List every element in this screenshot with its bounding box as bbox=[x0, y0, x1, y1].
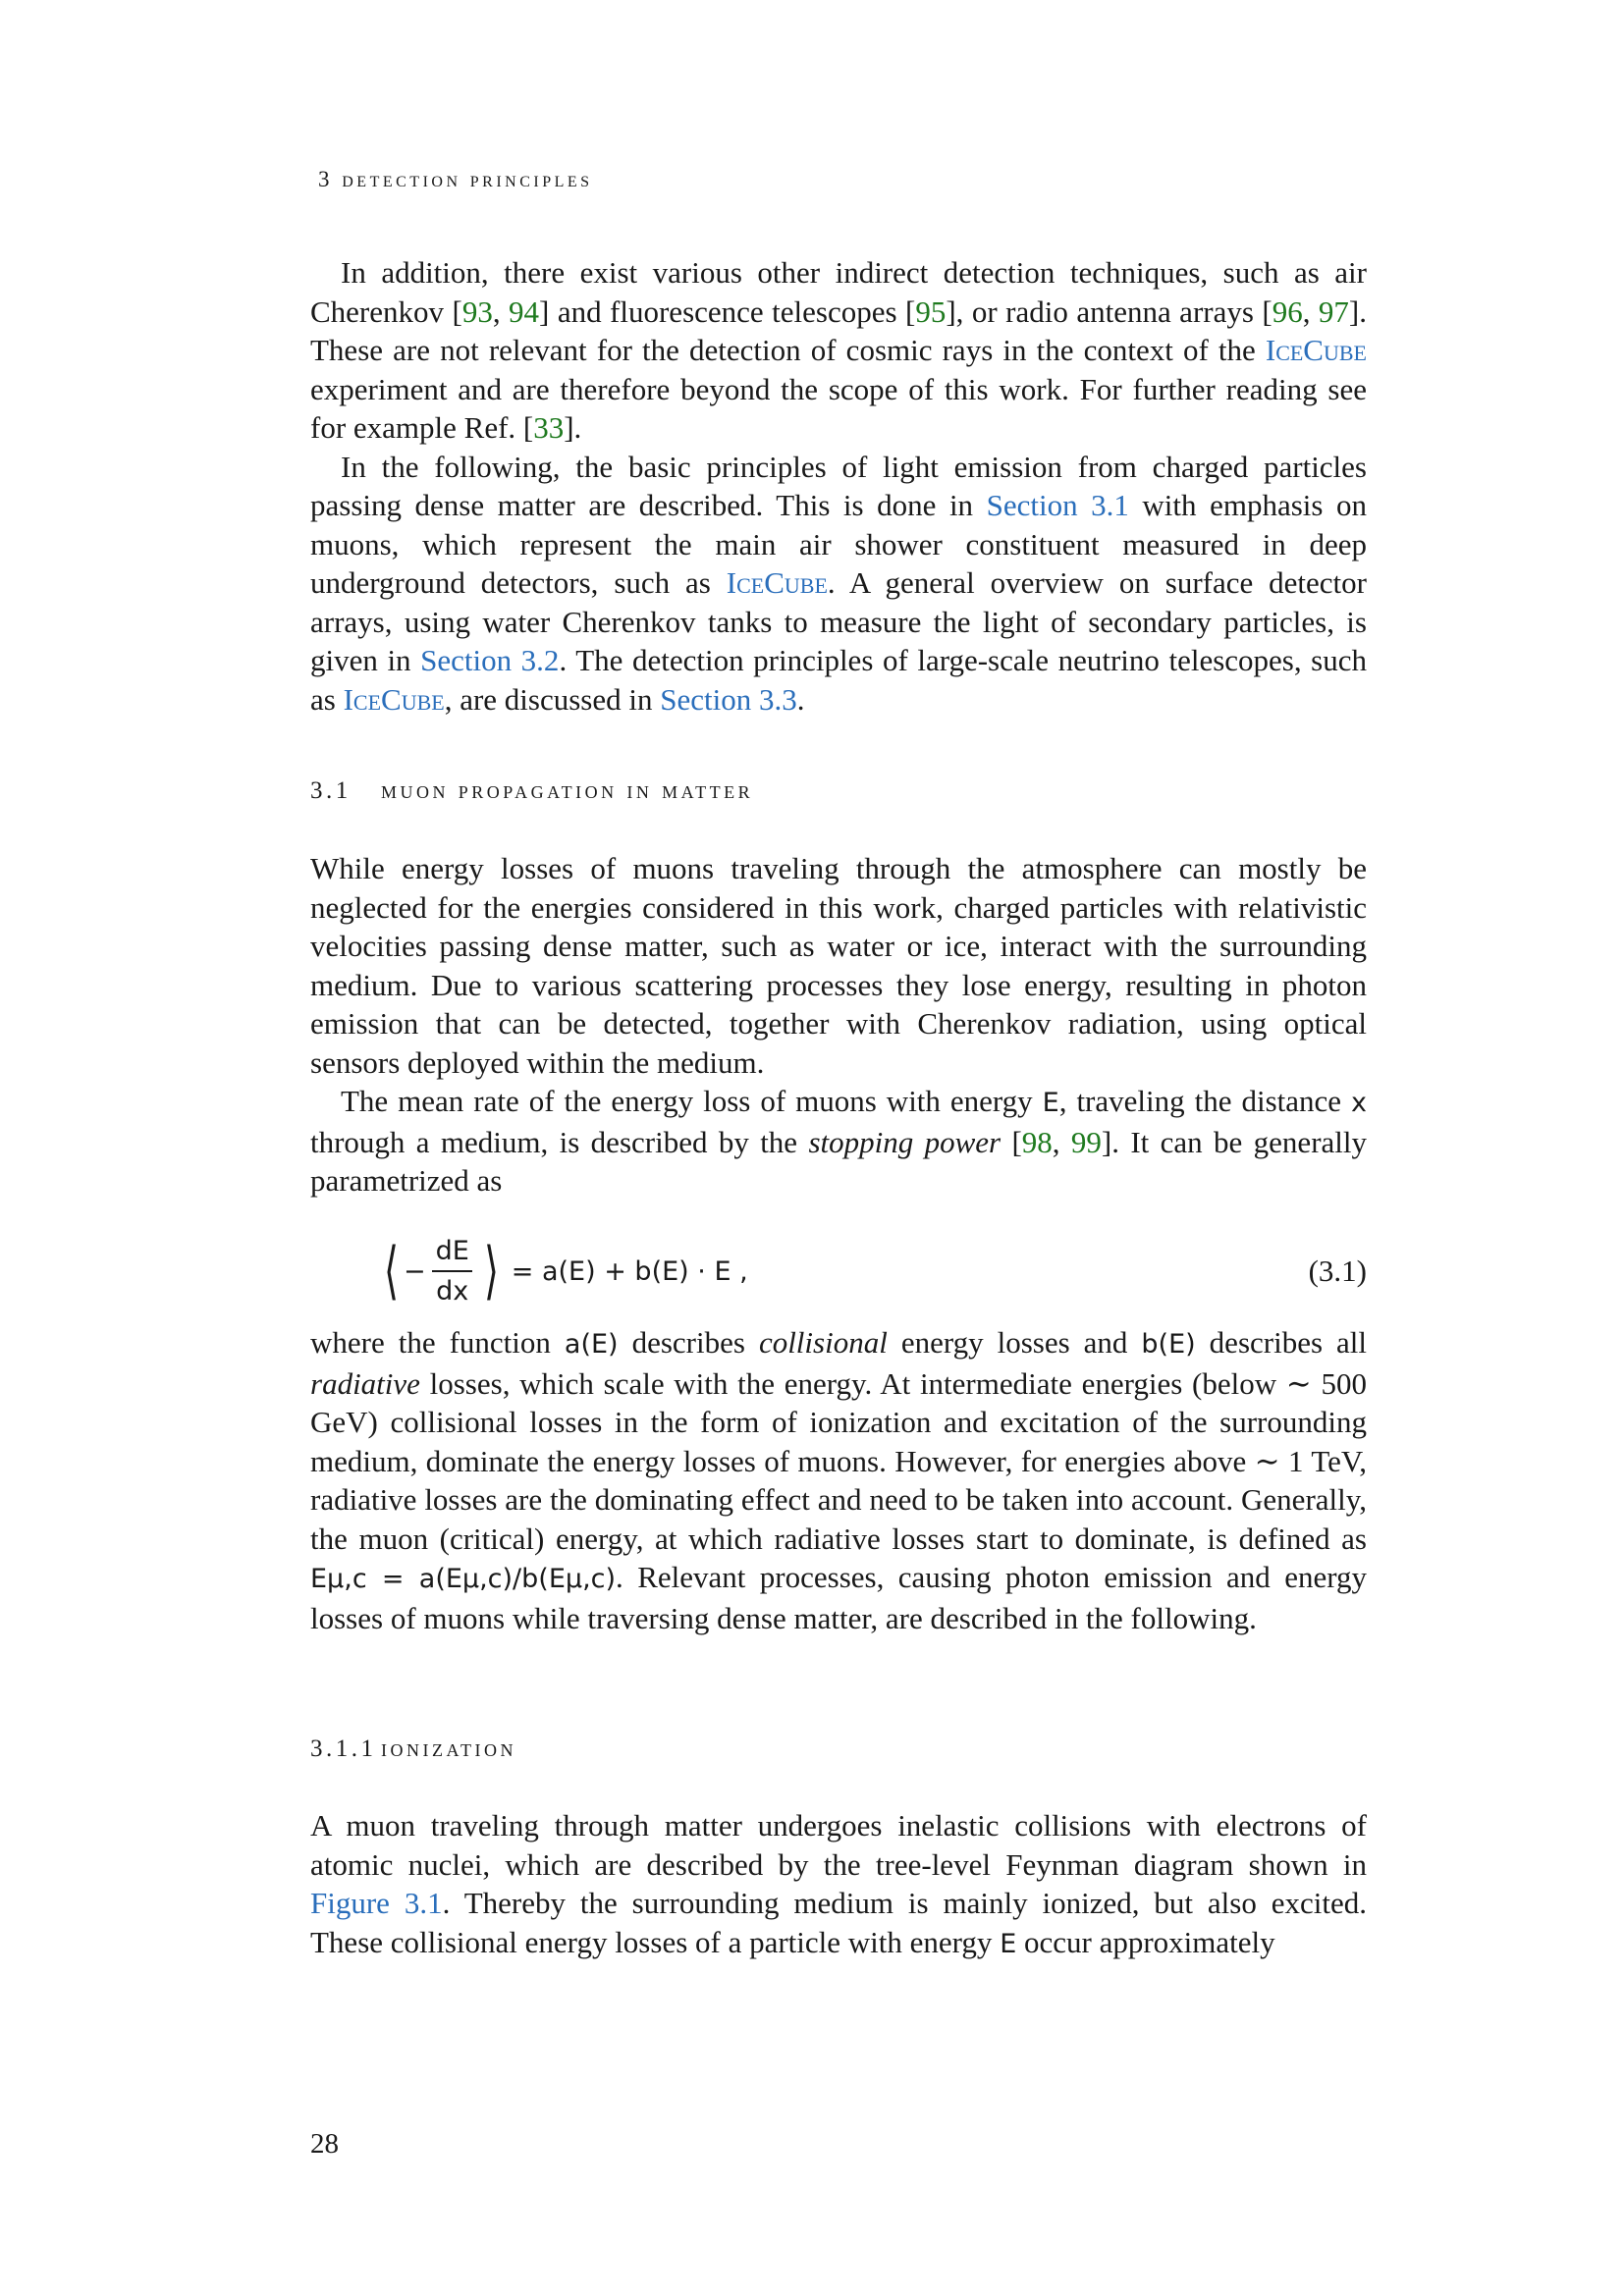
intro-paragraph-1 bbox=[310, 253, 1367, 448]
section-number: 3.1 bbox=[310, 777, 352, 804]
text-span: ], or radio antenna arrays [ bbox=[946, 294, 1272, 329]
section-3-1-paragraph-1: While energy losses of muons traveling through the atmosphere can mostly be neglected for the energies considered in this work, charged particles with relativistic velocities passing dense matter, such as water or ice, interact with the surrounding medium. Due to various scattering processes they lose energy, resulting in photon emission that can be detected, together with Cherenkov radiation, using optical sensors deployed within the medium. bbox=[310, 851, 1367, 1080]
section-3-3-link[interactable]: Section 3.3 bbox=[660, 681, 797, 717]
text-span: In addition, there exist various other indirect detection techniques, such as air Cherenkov [ bbox=[310, 255, 1367, 329]
critical-energy-expression: Eμ,c = a(Eμ,c)/b(Eμ,c) bbox=[310, 1564, 617, 1594]
text-span: . bbox=[796, 681, 805, 717]
text-span: . Relevant processes, causing photon emission and energy losses of muons while traversing dense matter, are described in the following. bbox=[310, 1560, 1367, 1635]
citation-link[interactable]: 98 bbox=[1021, 1124, 1053, 1159]
text-span: [ bbox=[1001, 1124, 1022, 1159]
text-span: , are discussed in bbox=[444, 681, 661, 717]
text-span: . The detection principles of large-scale neutrino telescopes, such as bbox=[310, 643, 1367, 717]
text-span: A muon traveling through matter undergoes inelastic collisions with electrons of atomic nuclei, which are described by the tree-level Feynman diagram shown in bbox=[310, 1808, 1367, 1882]
intro-paragraph-2 bbox=[310, 448, 1367, 720]
text-span: describes bbox=[618, 1325, 759, 1360]
text-span: experiment and are therefore beyond the scope of this work. For further reading see for example Ref. [ bbox=[310, 371, 1367, 445]
emphasis: radiative bbox=[310, 1365, 420, 1401]
citation-link[interactable]: 33 bbox=[533, 410, 565, 445]
equation-body bbox=[379, 1232, 748, 1310]
minus-sign: − bbox=[403, 1255, 426, 1287]
text-span: ]. It can be generally parametrized as bbox=[310, 1124, 1368, 1198]
text-span: , bbox=[1302, 294, 1319, 329]
emphasis: stopping power bbox=[808, 1124, 1001, 1159]
section-heading-3-1-1 bbox=[310, 1735, 516, 1763]
section-3-1-paragraph-2 bbox=[310, 1082, 1367, 1201]
section-3-1-1-paragraph bbox=[310, 1806, 1367, 1963]
section-3-1-text bbox=[310, 849, 1367, 1201]
section-number: 3.1.1 bbox=[310, 1735, 377, 1762]
text-span: The mean rate of the energy loss of muons with energy bbox=[341, 1084, 1043, 1118]
citation-link[interactable]: 93 bbox=[461, 294, 493, 329]
citation-link[interactable]: 94 bbox=[509, 294, 540, 329]
icecube-link[interactable]: IceCube bbox=[726, 565, 828, 600]
text-span: losses, which scale with the energy. At intermediate energies (below ∼ 500 GeV) collisional losses in the form of ionization and excitation of the surrounding medium, dominate the energy losses of muons. However, for energies above ∼ 1 TeV, radiative losses are the dominating effect and need to be taken into account. Generally, the muon (critical) energy, at which radiative losses start to dominate, is defined as bbox=[310, 1365, 1367, 1556]
equation-rhs: = a(E) + b(E) · E , bbox=[511, 1255, 748, 1287]
text-span: ] and fluorescence telescopes [ bbox=[539, 294, 916, 329]
math-variable: E bbox=[1042, 1088, 1059, 1118]
text-span: In the following, the basic principles of light emission from charged particles passing dense matter are described. This is done in bbox=[310, 449, 1367, 522]
text-span: describes all bbox=[1195, 1325, 1368, 1360]
text-span: . A general overview on surface detector arrays, using water Cherenkov tanks to measure the light of secondary particles, is given in bbox=[310, 565, 1367, 677]
icecube-link[interactable]: IceCube bbox=[343, 681, 445, 717]
section-3-1-link[interactable]: Section 3.1 bbox=[986, 488, 1129, 522]
intro-text bbox=[310, 253, 1367, 719]
page-number: 28 bbox=[310, 2128, 339, 2160]
text-span: energy losses and bbox=[887, 1325, 1142, 1360]
text-span: . Thereby the surrounding medium is mainly ionized, but also excited. These collisional energy losses of a particle with energy bbox=[310, 1886, 1367, 1959]
equation-3-1 bbox=[310, 1232, 1367, 1310]
math-expression: b(E) bbox=[1141, 1329, 1196, 1360]
text-span: , bbox=[1052, 1124, 1071, 1159]
after-equation-text bbox=[310, 1323, 1367, 1637]
figure-3-1-link[interactable]: Figure 3.1 bbox=[310, 1886, 443, 1920]
citation-link[interactable]: 96 bbox=[1272, 294, 1303, 329]
section-title: ionization bbox=[381, 1735, 516, 1762]
citation-link[interactable]: 99 bbox=[1070, 1124, 1102, 1159]
text-span: ]. These are not relevant for the detection of cosmic rays in the context of the bbox=[310, 294, 1367, 367]
text-span: where the function bbox=[310, 1325, 565, 1360]
fraction-numerator: dE bbox=[435, 1236, 469, 1266]
icecube-link[interactable]: IceCube bbox=[1265, 333, 1367, 367]
text-span: , traveling the distance bbox=[1058, 1084, 1352, 1118]
equation-number: (3.1) bbox=[1308, 1254, 1367, 1288]
text-span: through a medium, is described by the bbox=[310, 1124, 809, 1159]
running-head: 3 detection principles bbox=[318, 167, 593, 191]
emphasis: collisional bbox=[758, 1325, 888, 1360]
text-span: ]. bbox=[564, 410, 582, 445]
left-angle-bracket: ⟨ bbox=[383, 1235, 399, 1308]
math-variable: E bbox=[1000, 1928, 1017, 1959]
section-title: muon propagation in matter bbox=[381, 777, 754, 804]
section-heading-3-1 bbox=[310, 777, 753, 805]
text-span: with emphasis on muons, which represent the main air shower constituent measured in deep underground detectors, such as bbox=[310, 488, 1367, 600]
section-3-2-link[interactable]: Section 3.2 bbox=[420, 643, 560, 677]
text-span: occur approximately bbox=[1016, 1924, 1275, 1959]
section-3-1-1-text bbox=[310, 1806, 1367, 1963]
citation-link[interactable]: 95 bbox=[915, 294, 947, 329]
citation-link[interactable]: 97 bbox=[1318, 294, 1349, 329]
math-expression: a(E) bbox=[564, 1329, 619, 1360]
fraction bbox=[432, 1236, 473, 1307]
math-variable: x bbox=[1351, 1088, 1367, 1118]
right-angle-bracket: ⟩ bbox=[483, 1235, 499, 1308]
text-span: , bbox=[492, 294, 510, 329]
after-equation-paragraph bbox=[310, 1323, 1367, 1637]
fraction-denominator: dx bbox=[432, 1270, 472, 1307]
